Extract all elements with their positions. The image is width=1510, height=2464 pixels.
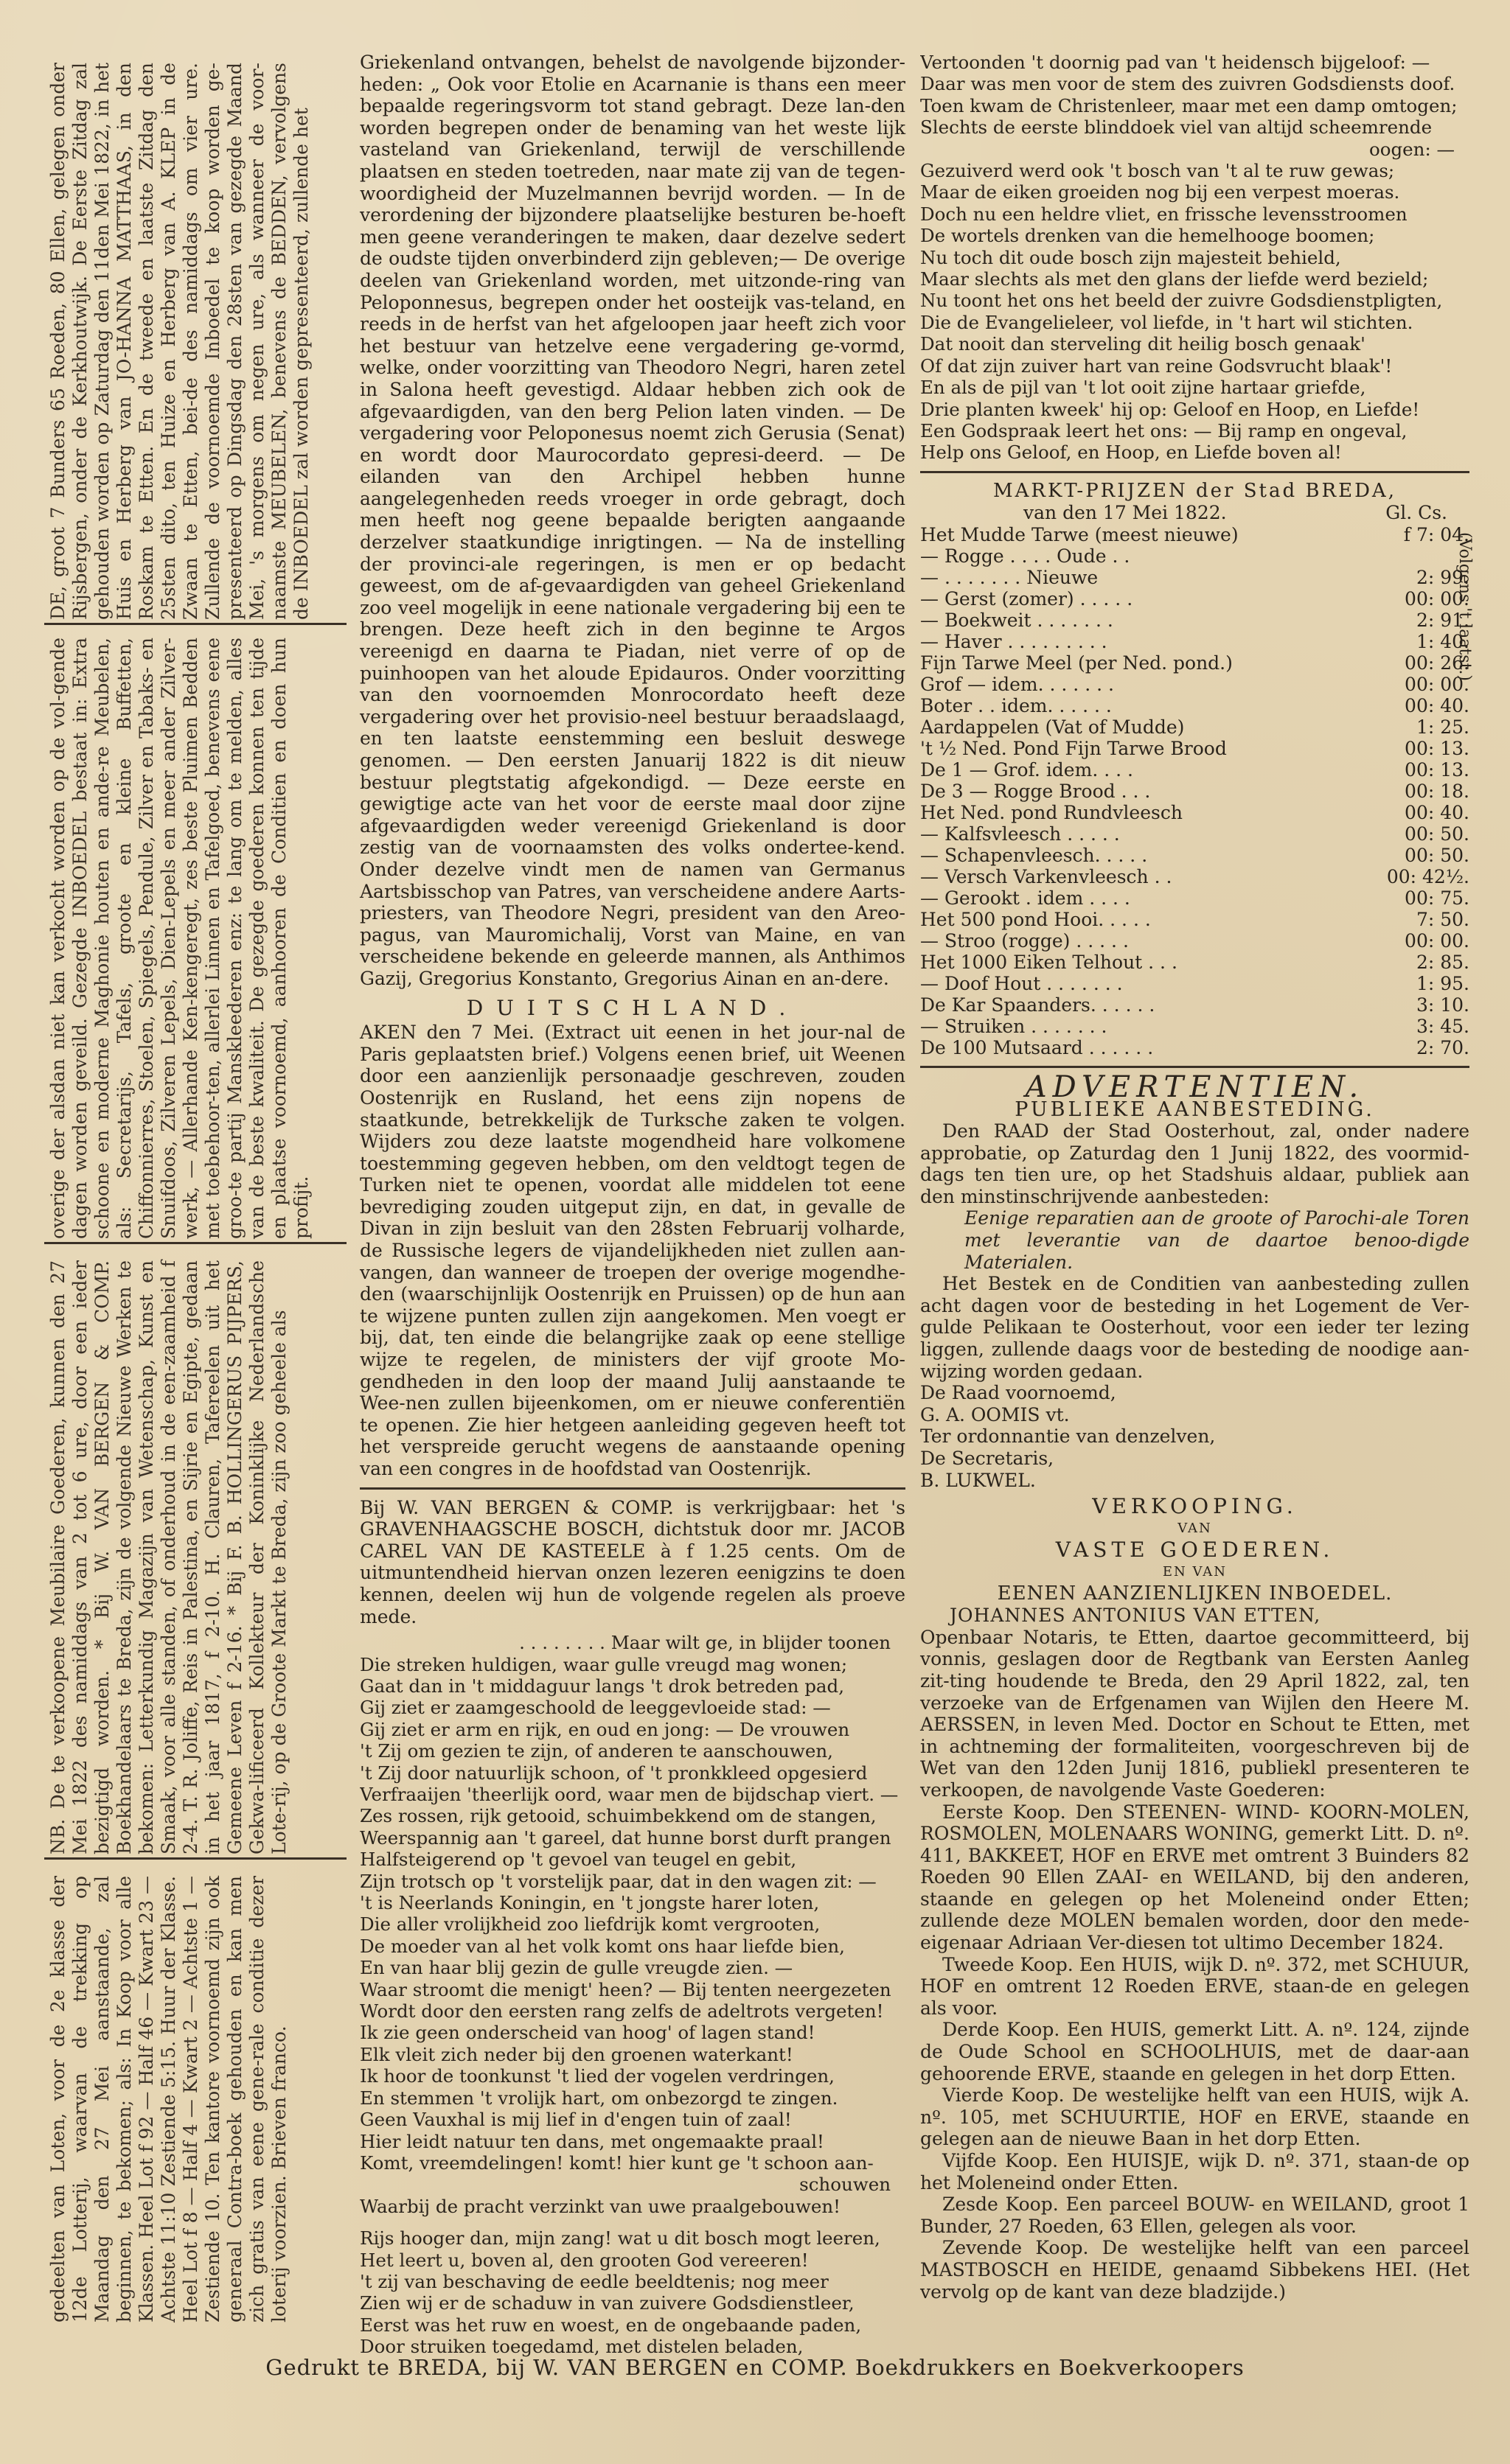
poem-line: Daar was men voor de stem des zuivren Godsdiensts doof. [920,73,1455,95]
poem-line: Weerspannig aan 't gareel, dat hunne borst durft prangen [360,1826,891,1849]
signature-line: De Raad voornoemd, [920,1382,1116,1404]
market-row [920,973,1469,994]
market-side-note: (Volgens 't laatst.) [1455,531,1474,681]
market-row [920,545,1469,567]
poem-line: En stemmen 't vrolijk hart, om onbezorgd te zingen. [360,2087,838,2109]
market-row-label: — Boekweit . . . . . . . [920,609,1113,631]
poem-line: Nu toont het ons het beeld der zuivre Godsdienstpligten, [920,290,1443,312]
market-row [920,930,1469,952]
market-row-value: 00: 42½. [1386,865,1469,887]
poem-line: Maar de eiken groeiden nog bij een verpest moeras. [920,181,1400,203]
market-row [920,695,1469,716]
poem-line: Slechts de eerste blinddoek viel van altijd scheemrende [920,116,1433,139]
market-row-value: 00: 26. [1405,652,1469,674]
section-divider [360,1487,905,1490]
market-row [920,1016,1469,1037]
market-row-label: — Struiken . . . . . . . [920,1015,1107,1037]
market-row-value: 00: 50. [1405,844,1469,866]
duitschland-article: AKEN den 7 Mei. (Extract uit eenen in het jour-nal de Paris geplaatsten brief.) Volgens eenen brief, uit Weenen door een aanzienlijk personaadje geschreven, zouden Oostenrijk en Rusland, het eens zijn nopens de staatkunde, betrekkelijk de Turksche zaken te volgen. Wijders zou deze laatste mogendheid hare volkomene toestemming gegeven hebben, om den veldtogt tegen de Turken niet te openen, voordat alle middelen tot eene bevrediging zouden uitgeput zijn, en dat, in gevalle de Divan in zijn besluit van den 28sten Februarij volharde, de Russische legers de vijandelijkheden niet zullen aan-vangen, dan wanneer de troepen der overige mogendhe-den (waarschijnlijk Oostenrijk en Pruissen) op de hun aan te wijzene punten zullen zijn aangekomen. Men voegt er bij, dat, ten einde die belangrijke zaak op eene stellige wijze te regelen, de ministers der vijf groote Mo-gendheden in den loop der maand Julij aanstaande te Wee-nen zullen bijeenkomen, om er nieuwe conferentiën te openen. Zie hier hetgeen aanleiding gegeven heeft tot het verspreide gerucht wegens de aanstaande opening van een congres in de hoofdstad van Oostenrijk. [360,1022,905,1479]
market-row-value: 00: 00. [1405,929,1469,952]
market-row [920,524,1469,545]
duitschland-heading: DUITSCHLAND. [466,995,799,1020]
poem-line: De moeder van al het volk komt ons haar liefde bien, [360,1935,845,1957]
market-row-value: 00: 13. [1405,758,1469,781]
left-block-3 [44,1253,347,1860]
market-row-value: 00: 00. [1405,673,1469,695]
left-block-1 [44,55,347,625]
market-row-value: 00: 40. [1405,694,1469,716]
griekenland-article: Griekenland ontvangen, behelst de navolgende bijzonder-heden: „ Ook voor Etolie en Acarnanie is thans een meer bepaalde regeringsvorm tot stand gebragt. Deze lan-den worden begrepen onder de benaming van het weste lijk vasteland van Griekenland, terwijl de verschillende plaatsen en steden toetreden, naar mate zij van de tegen-woordigheid der Muzelmannen bevrijd worden. — In de verordening der bijzondere plaatselijke besturen be-hoeft men geene veranderingen te maken, daar dezelve sedert de oudste tijden onverbinderd zijn gebleven;— De overige deelen van Griekenland worden, met uitzonde-ring van Peloponnesus, begrepen onder het oosteijk vas-teland, en reeds in de herfst van het afgeloopen jaar heeft zich voor het bestuur van hetzelve eene vergadering ge-vormd, welke, onder voorzitting van Theodoro Negri, haren zetel in Salona heeft gevestigd. Aldaar hebben zich ook de afgevaardigden, van den berg Pelion laten vinden. — De vergadering voor Peloponesus noemt zich Gerusia (Senat) en wordt door Maurocordato gepresi-deerd. — De eilanden van den Archipel hebben hunne aangelegenheden reeds vroeger in orde gebragt, doch men heeft nog geene bepaalde berigten aangaande derzelver staatkundige inrigtingen. — Na de instelling der provinci-ale regeringen, is men er op bedacht geweest, om de af-gevaardigden van geheel Griekenland zoo veel mogelijk in eene nationale vergadering bij een te brengen. Deze heeft zich in den beginne te Argos vereenigd en daarna te Piadan, niet verre of op de puinhoopen van het aloude Epidauros. Onder voorzitting van den voornoemden Monrocordato heeft deze vergadering over het provisio-neel bestuur beraadslaagd, en ten laatste eenstemming een besluit deswege genomen. — Den eersten Januarij 1822 is dit nieuw bestuur plegtstatig afgekondigd. — Deze eerste en gewigtige acte van het voor de eerste maal door zijne afgevaardigden weder vereenigd Griekenland is door zestig van de voornaamsten des volks ondertee-kend. Onder dezelve vindt men de namen van Germanus Aartsbisschop van Patres, van verscheidene andere Aarts-priesters, van Theodore Negri, president van den Areo-pagus, van Mauromichalij, Vorst van Maine, en van verscheidene bekende en geleerde mannen, als Anthimos Gazij, Gregorius Konstanto, Gregorius Ainan en an-dere. [360,52,905,989]
market-row-value: 00: 00. [1405,587,1469,610]
market-row-value: 00: 40. [1405,801,1469,823]
market-row [920,610,1469,631]
poem-line: . . . . . . . . Maar wilt ge, in blijder toonen [519,1632,891,1654]
market-row-label: De Kar Spaanders. . . . . . [920,994,1155,1016]
aanbesteding-text: Den RAAD der Stad Oosterhout, zal, onder nadere approbatie, op Zaturdag den 1 Junij 1822, des voormid-dags ten tien ure, op het Stadshuis aldaar, publiek aan den minstinschrijvende aanbesteden: [920,1120,1469,1207]
koop-item: Tweede Koop. Een HUIS, wijk D. nº. 372, met SCHUUR, HOF en omtrent 12 Roeden ERVE, staan-de en gelegen als voor. [920,1953,1469,2019]
poem-line: Of dat zijn zuiver hart van reine Godsvrucht blaak'! [920,355,1393,377]
poem-line: Het leert u, boven al, den grooten God vereeren! [360,2249,809,2271]
koop-item: Derde Koop. Een HUIS, gemerkt Litt. A. nº. 124, zijnde de Oude School en SCHOOLHUIS, met de daar-aan gehoorende ERVE, staande en gelegen in het dorp Etten. [920,2019,1469,2084]
market-row [920,952,1469,973]
market-row-label: Het 500 pond Hooi. . . . . [920,908,1151,930]
market-date: van den 17 Mei 1822. [1023,502,1227,524]
poem-line: Gezuiverd werd ook 't bosch van 't al te ruw gewas; [920,160,1395,182]
market-row-value: 2: 70. [1416,1036,1469,1058]
poem-line: Ik hoor de toonkunst 't lied der vogelen verdringen, [360,2065,835,2087]
poem-line: Eerst was het ruw en woest, en de ongebaande paden, [360,2314,862,2336]
poem-line: Help ons Geloof, en Hoop, en Liefde boven al! [920,442,1342,464]
market-row-label: — Stroo (rogge) . . . . . [920,929,1129,952]
poem-line: Elk vleit zich neder bij den groenen waterkant! [360,2043,793,2065]
aanbesteding-text-2: Het Bestek en de Conditien van aanbesteding zullen acht dagen voor de besteding in het Logement de Ver-gulde Pelikaan te Oosterhout, voor een ieder ter lezing liggen, zullende daags voor de besteding de noodige aan-wijzing worden gedaan. [920,1273,1469,1382]
poem-line: oogen: — [1368,138,1455,160]
poem-line: En van haar blij gezin de gulle vreugde zien. — [360,1957,793,1979]
market-row-value: 3: 10. [1416,994,1469,1016]
market-row [920,909,1469,930]
market-row-label: — Schapenvleesch. . . . . [920,844,1148,866]
market-row-label: — Rogge . . . . Oude . . [920,545,1130,567]
market-row [920,1037,1469,1058]
market-row-value: 2: 91. [1416,609,1469,631]
poem-line: 't Zij om gezien te zijn, of anderen te aanschouwen, [360,1740,833,1762]
poem-line: Zien wij er de schaduw in van zuivere Godsdienstleer, [360,2292,855,2314]
market-row-label: — Versch Varkenvleesch . . [920,865,1172,887]
poem-line: Waar stroomt die menigt' heen? — Bij tenten neergezeten [360,1978,891,2000]
vaste-goederen-heading: VASTE GOEDEREN. [1055,1538,1335,1563]
left-text-2: overige der alsdan niet kan verkocht worden op de vol-gende dagen worden geveild. Gezegde INBOEDEL bestaat in: Extra schoone en moderne Maghonie houten en ande-re Meubelen, als: Secretarijs, Tafels, groote en kleine Buffetten, Chiffonnierres, Stoelen, Spiegels, Pendule, Zilver en Tabaks- en Snuifdoos, Zilveren Lepels, Dien-Lepels en meer ander Zilver-werk, — Allerhande Ken-kengeregt, zes beste Pluimen Bedden met toebehoor-ten, allerlei Linnen en Tafelgoed, benevens eene groo-te partij Manskleederen enz: te lang om te melden, alles van de beste kwaliteit. De gezegde goederen konnen ten tijde en plaatse voornoemd, aanhooren de Conditien en doen hun profijt. [47,638,312,1239]
market-row-value: 3: 45. [1416,1015,1469,1037]
poem-block [360,1632,905,2357]
market-row-label: — . . . . . . . Nieuwe [920,566,1099,588]
poem-line: De wortels drenken van die hemelhooge boomen; [920,225,1375,247]
poem-line: Die aller vrolijkheid zoo liefdrijk komt vergrooten, [360,1913,821,1936]
market-row-label: Aardappelen (Vat of Mudde) [920,716,1185,738]
en-van-label: EN VAN [1162,1563,1228,1580]
market-row [920,845,1469,866]
poem-line: Drie planten kweek' hij op: Geloof en Hoop, en Liefde! [920,398,1420,420]
poem-line: Toen kwam de Christenleer, maar met een damp omtogen; [920,94,1458,116]
market-row [920,994,1469,1016]
poem-line: Halfsteigerend op 't gevoel van teugel en gebit, [360,1849,797,1871]
verkooping-heading: VERKOOPING. [1092,1494,1298,1519]
market-row [920,674,1469,695]
poem-line: Komt, vreemdelingen! komt! hier kunt ge 't schoon aan- [360,2151,874,2174]
poem-line: 't Zij door natuurlijk schoon, of 't pronkkleed opgesierd [360,1762,868,1784]
market-row-label: — Gerookt . idem . . . . [920,887,1130,909]
poem-line: Wordt door den eersten rang zelfs de adeltrots vergeten! [360,2000,884,2022]
market-row [920,631,1469,652]
market-row [920,887,1469,909]
poem-line: Die de Evangelieleer, vol liefde, in 't hart wil stichten. [920,311,1413,333]
section-divider [920,471,1469,473]
market-row [920,716,1469,738]
poem-line: Maar slechts als met den glans der liefde werd bezield; [920,268,1429,290]
left-block-2 [44,630,347,1244]
printer-footer: Gedrukt te BREDA, bij W. VAN BERGEN en COMP. Boekdrukkers en Boekverkoopers [265,2355,1245,2380]
bergen-advert: Bij W. VAN BERGEN & COMP. is verkrijgbaar: het 's GRAVENHAAGSCHE BOSCH, dichtstuk door mr. JACOB CAREL VAN DE KASTEELE à f 1.25 cents. Om de uitmuntendheid hiervan onzen lezeren eenigzins te doen kennen, deelen wij hun de volgende regelen als proeve mede. [360,1496,905,1627]
market-row-value: 2: 85. [1416,951,1469,973]
market-row [920,823,1469,845]
market-row-label: De 100 Mutsaard . . . . . . [920,1036,1154,1058]
poem-line: Doch nu een heldre vliet, en frissche levensstroomen [920,203,1408,225]
right-poem [920,52,1469,464]
left-text-3: NB. De te verkoopene Meubilaire Goederen, kunnen den 27 Mei 1822 des namiddags van 2 tot 6 ure, door een ieder bezigtigd worden. * Bij W. VAN BERGEN & COMP. Boekhandelaars te Breda, zijn de volgende Nieuwe Werken te bekomen: Letterkundig Magazijn van Wetenschap, Kunst en Smaak, voor alle standen, of onderhoud in de een-zaamheid f 2-4. T. R. Joliffe, Reis in Palestina, en Sijrie en Egipte, gedaan in het jaar 1817, f 2-10. H. Clauren, Tafereelen uit het Gemeene Leven f 2-16. * Bij F. B. HOLLINGERUS PIJPERS, Gekwa-lificeerd Kollekteur der Koninklijke Nederlandsche Lote-rij, op de Groote Markt te Breda, zijn zoo geheele als [47,1260,290,1854]
poem-line [360,2217,905,2227]
market-row-label: Het 1000 Eiken Telhout . . . [920,951,1177,973]
koop-item: Vijfde Koop. Een HUISJE, wijk D. nº. 371, staan-de op het Moleneind onder Etten. [920,2150,1469,2193]
poem-line: Nu toch dit oude bosch zijn majesteit behield, [920,246,1341,268]
poem-line: 't is Neerlands Koningin, en 't jongste harer loten, [360,1892,820,1914]
market-row-label: 't ½ Ned. Pond Fijn Tarwe Brood [920,737,1227,759]
poem-line: Rijs hooger dan, mijn zang! wat u dit bosch mogt leeren, [360,2227,880,2250]
market-row-value: 00: 50. [1405,823,1469,845]
poem-line: Ik zie geen onderscheid van hoog' of lagen stand! [360,2022,815,2044]
market-units: Gl. Cs. [1385,502,1447,524]
market-row-label: — Doof Hout . . . . . . . [920,972,1123,994]
market-row-value: 1: 40. [1416,630,1469,652]
poem-line: Zes rossen, rijk getooid, schuimbekkend om de stangen, [360,1805,877,1827]
market-row-value: 2: 99. [1416,566,1469,588]
market-row-value: 00: 18. [1405,780,1469,802]
market-row-label: — Kalfsvleesch . . . . . [920,823,1120,845]
poem-line: 't zij van beschaving de eedle beeldtenis; nog meer [360,2270,829,2292]
koop-item: Eerste Koop. Den STEENEN- WIND- KOORN-MOLEN, ROSMOLEN, MOLENAARS WONING, gemerkt Litt. D. nº. 411, BAKKEET, HOF en ERVE met omtrent 3 Buinders 82 Roeden 90 Ellen ZAAI- en WEILAND, bij den anderen, staande en gelegen op het Moleneind onder Etten; zullende deze MOLEN bemalen worden, door den mede-eigenaar Adriaan Ver-diesen tot ultimo December 1824. [920,1801,1469,1954]
poem-line: Waarbij de pracht verzinkt van uwe praalgebouwen! [360,2195,841,2217]
market-rows [920,524,1469,1058]
market-row-label: Het Ned. pond Rundvleesch [920,801,1183,823]
left-column [44,55,347,2325]
poem-line: schouwen [799,2174,891,2196]
poem-line: Door struiken toegedamd, met distelen beladen, [360,2336,804,2358]
market-row-value: 00: 75. [1405,887,1469,909]
signature-line: De Secretaris, [920,1448,1054,1469]
market-row [920,802,1469,823]
signature-line: Ter ordonnantie van denzelven, [920,1425,1216,1448]
left-text-4: gedeelten van Loten, voor de 2e klasse der 12de Lotterij, waarvan de trekking op Maandag den 27 Mei aanstaande, zal beginnen, te bekomen; als: In Koop voor alle Klassen. Heel Lot f 92 — Half 46 — Kwart 23 — Achtste 11:10 Zestiende 5:15. Huur der Klasse. Heel Lot f 8 — Half 4 — Kwart 2 — Achtste 1 — Zestiende 10. Ten kantore voornoemd zijn ook generaal Contra-boek gehouden en kan men zich gratis van eene gene-rale conditie dezer loterij voorzien. Brieven franco. [47,1876,290,2322]
right-column [920,52,1474,2303]
market-row [920,567,1469,588]
market-row [920,588,1469,610]
van-label: VAN [1177,1520,1212,1536]
market-row-label: Boter . . idem. . . . . . [920,694,1112,716]
market-row-value: 7: 50. [1416,908,1469,930]
market-date-row [920,502,1469,524]
market-prices [920,479,1474,1058]
market-row-label: Fijn Tarwe Meel (per Ned. pond.) [920,652,1233,674]
signature-line: G. A. OOMIS vt. [920,1403,1070,1425]
koop-item: Zevende Koop. De westelijke helft van een parceel MASTBOSCH en HEIDE, genaamd Sibbekens HEI. (Het vervolg op de kant van deze bladzijde.) [920,2237,1469,2303]
left-block-4 [44,1868,347,2325]
poem-line: En als de pijl van 't lot ooit zijne hartaar griefde, [920,377,1366,399]
market-row [920,866,1469,887]
market-row [920,759,1469,781]
aanbesteding-item: Eenige reparatien aan de groote of Parochi-ale Toren met leverantie van de daartoe benoo-digde Materialen. [964,1207,1469,1273]
koop-item: Vierde Koop. De westelijke helft van een HUIS, wijk A. nº. 105, met SCHUURTIE, HOF en ERVE, staande en gelegen aan de nieuwe Baan in het dorp Etten. [920,2084,1469,2150]
signature-line: B. LUKWEL. [920,1469,1036,1491]
aanbesteding-heading: PUBLIEKE AANBESTEDING. [1015,1097,1375,1121]
poem-line: Dat nooit dan sterveling dit heilig bosch genaak' [920,333,1365,355]
market-row-label: De 1 — Grof. idem. . . . [920,758,1133,781]
koop-item: Zesde Koop. Een parceel BOUW- en WEILAND, groot 1 Bunder, 27 Roeden, 63 Ellen, gelegen als voor. [920,2193,1469,2237]
notaris-name: JOHANNES ANTONIUS VAN ETTEN, [950,1605,1321,1627]
poem-line: Gij ziet er zaamgeschoold de leeggevloeide stad: — [360,1697,831,1719]
advertenties-heading: ADVERTENTIEN. [1025,1069,1365,1104]
market-row-value: 1: 95. [1416,972,1469,994]
market-row [920,652,1469,674]
market-row-label: — Gerst (zomer) . . . . . [920,587,1133,610]
middle-column [360,52,905,2358]
poem-line: Gaat dan in 't middaguur langs 't drok betreden pad, [360,1675,844,1697]
market-row-label: Het Mudde Tarwe (meest nieuwe) [920,523,1239,545]
market-row [920,781,1469,802]
inboedel-heading: EENEN AANZIENLIJKEN INBOEDEL. [997,1582,1393,1605]
market-row-value: f 7: 04. [1403,523,1469,545]
left-text-1: DE, groot 7 Bunders 65 Roeden, 80 Ellen, gelegen onder Rijsbergen, onder de Kerkhoutwijk. De Eerste Zitdag zal gehouden worden op Zaturdag den 11den Mei 1822, in het Huis en Herberg van JO-HANNA MATTHAAS, in den Roskam te Etten. En de tweede en laatste Zitdag den 25sten dito, ten Huize en Herberg van A. KLEP in de Zwaan te Etten, bei-de des namiddags om vier ure. Zullende de voornoemde Inboedel te koop worden ge-presenteerd op Dingsdag den 28sten van gezegde Maand Mei, 's morgens om negen ure, als wanneer de voor-naamste MEUBELEN, benevens de BEDDEN, vervolgens de INBOEDEL zal worden gepresenteerd, zullende het [47,63,312,620]
market-row-label: Grof — idem. . . . . . . [920,673,1114,695]
section-divider [920,1066,1469,1068]
verkooping-text: Openbaar Notaris, te Etten, daartoe gecommitteerd, bij vonnis, geslagen door de Regtbank van Eersten Aanleg zit-ting houdende te Breda, den 29 April 1822, zal, ten verzoeke van de Erfgenamen van Wijlen den Heere M. AERSSEN, in leven Med. Doctor en Schout te Etten, met in achtneming der formaliteiten, voorgeschreven bij de Wet van den 12den Junij 1816, publiekl presenteren te verkoopen, de navolgende Vaste Goederen: [920,1626,1469,1801]
market-row-value: 00: 13. [1405,737,1469,759]
poem-line: Die streken huldigen, waar gulle vreugd mag wonen; [360,1653,848,1675]
market-row-value: 1: 25. [1416,716,1469,738]
poem-line: Zijn trotsch op 't vorstelijk paar, dat in den wagen zit: — [360,1870,877,1892]
poem-line: Verfraaijen 'theerlijk oord, waar men de bijdschap viert. — [360,1784,899,1805]
poem-line: Geen Vauxhal is mij lief in d'engen tuin of zaal! [360,2109,792,2131]
poem-line: Gij ziet er arm en rijk, en oud en jong: — De vrouwen [360,1718,850,1740]
market-row-label: — Haver . . . . . . . . . [920,630,1107,652]
market-row [920,738,1469,759]
market-title: MARKT-PRIJZEN der Stad BREDA, [993,479,1396,502]
poem-line: Hier leidt natuur ten dans, met ongemaakte praal! [360,2130,824,2152]
market-row-label: De 3 — Rogge Brood . . . [920,780,1151,802]
poem-line: Een Godspraak leert het ons: — Bij ramp en ongeval, [920,419,1408,442]
poem-line: Vertoonden 't doornig pad van 't heidensch bijgeloof: — [920,52,1430,73]
